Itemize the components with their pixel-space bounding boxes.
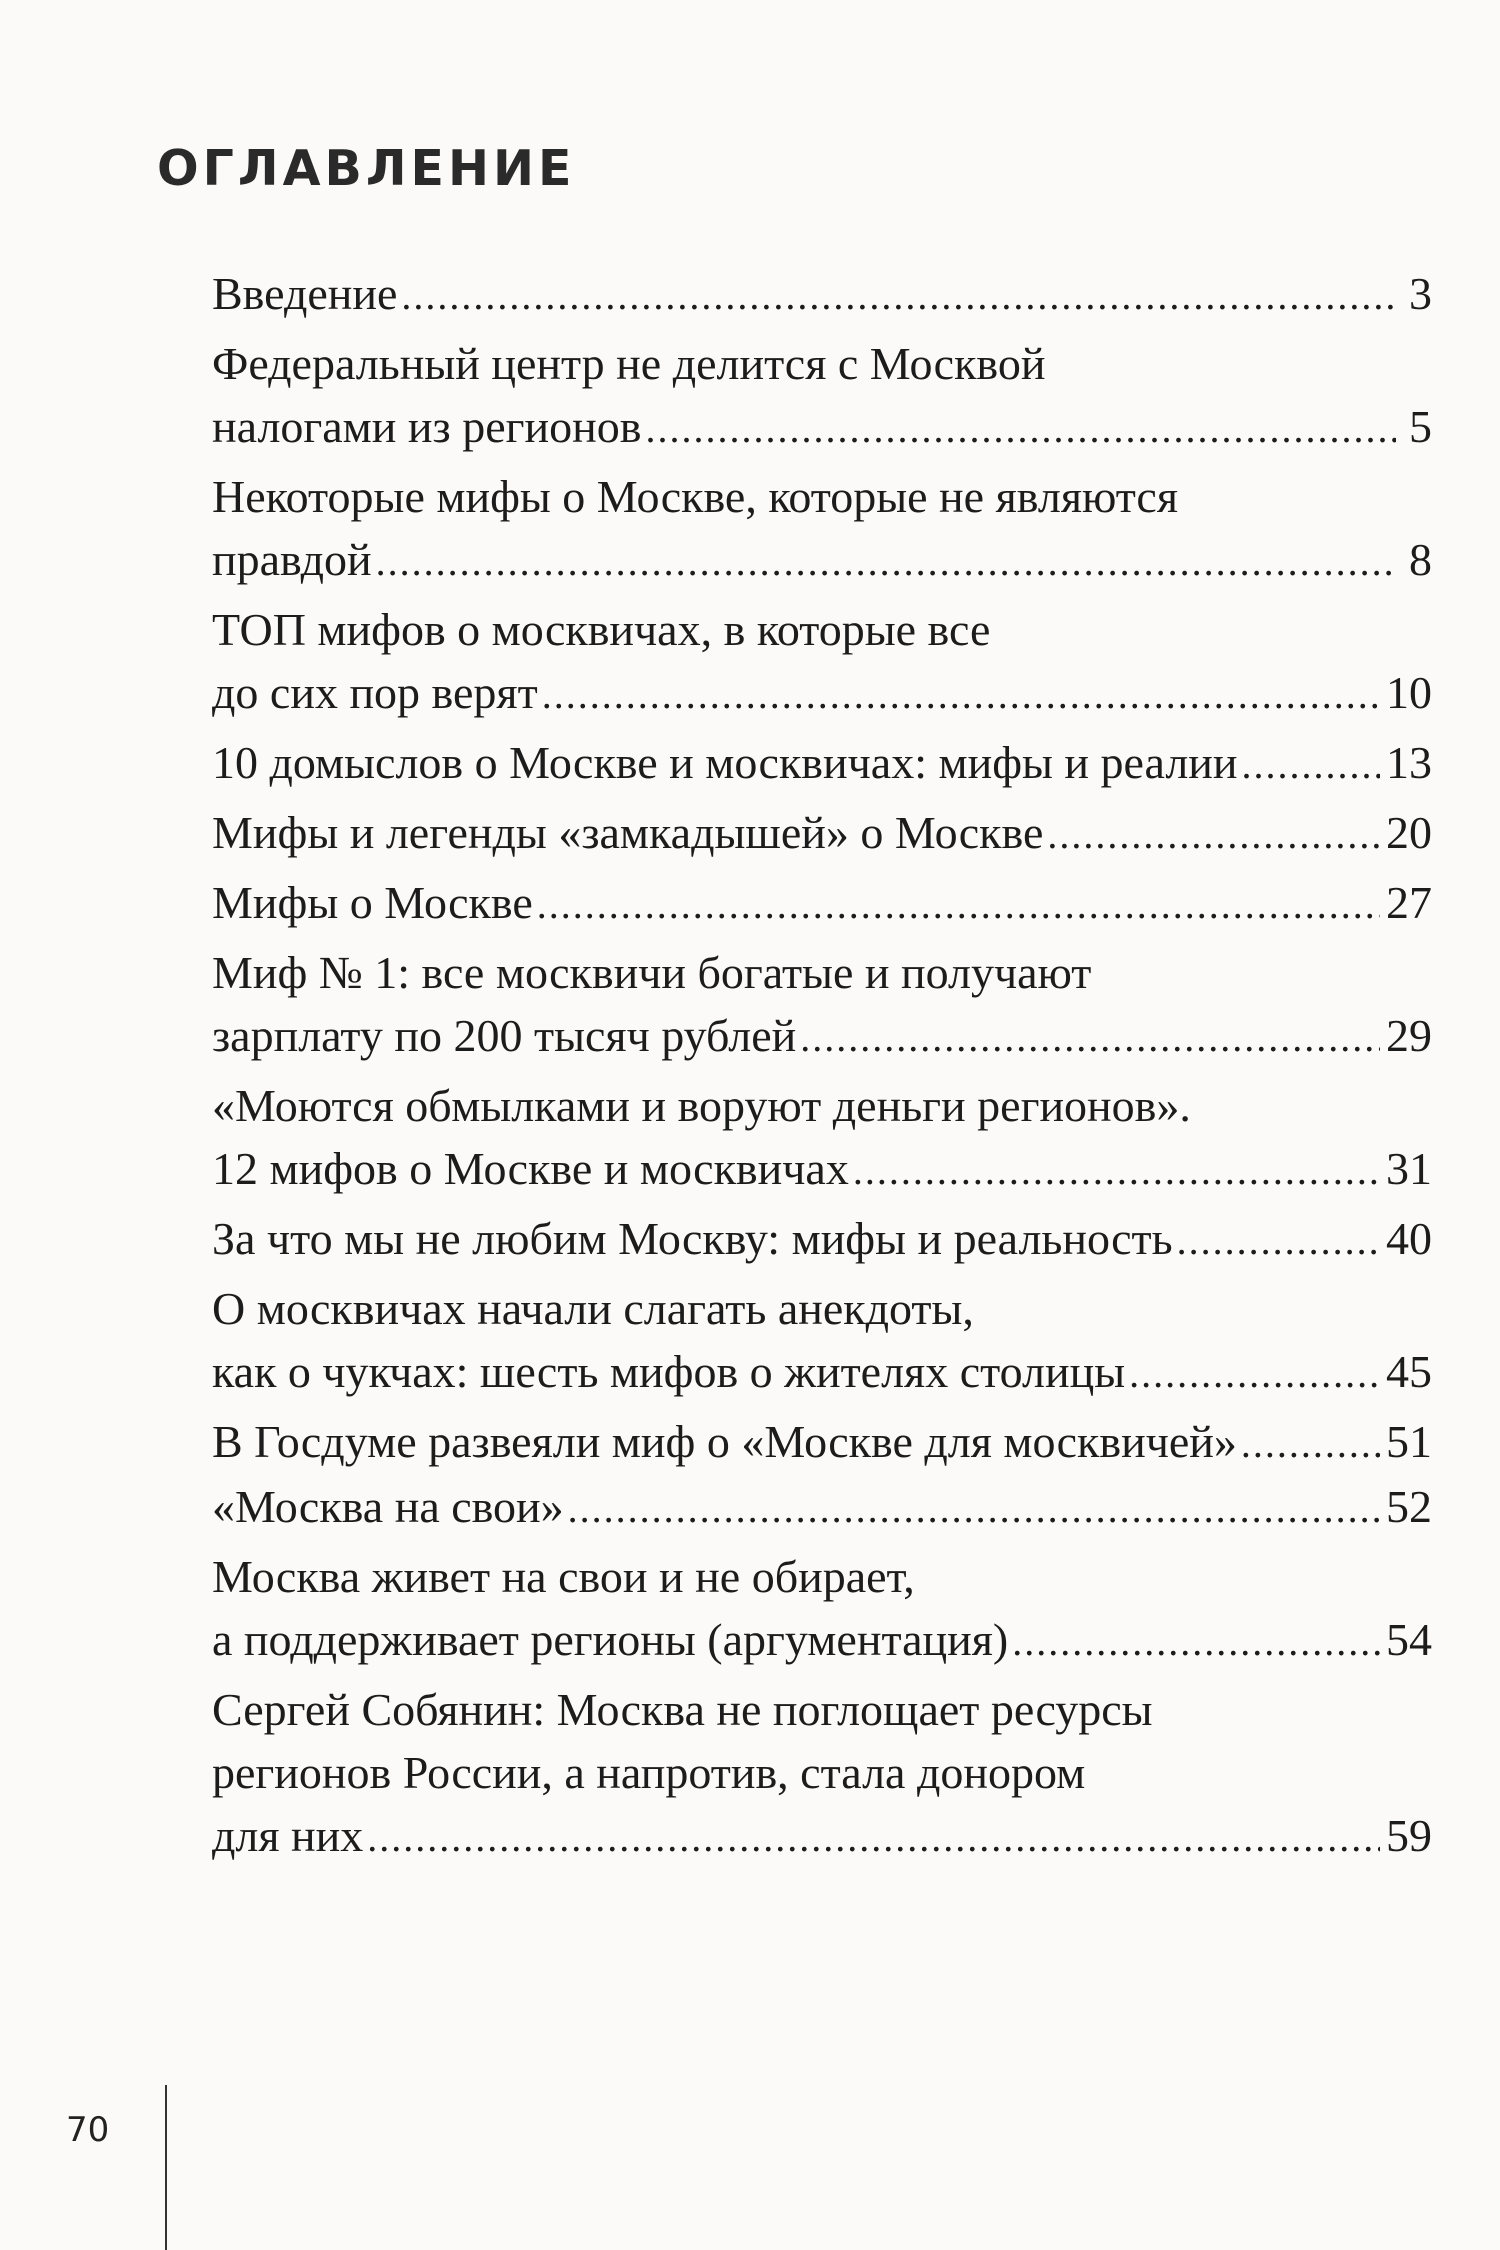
toc-entry-row: [212, 1004, 1432, 1069]
toc-entry-row: [212, 1608, 1432, 1673]
dot-leader: [853, 1137, 1380, 1202]
toc-entry-title-line: Сергей Собянин: Москва не поглощает ресурсы: [212, 1684, 1153, 1735]
dot-leader: [1129, 1340, 1380, 1405]
toc-entry-page: 3: [1409, 268, 1432, 319]
toc-entry-title-line: Москва живет на свои и не обирает,: [212, 1551, 915, 1602]
toc-entry-page: 13: [1386, 737, 1432, 788]
toc-entry: [212, 1277, 1432, 1405]
toc-entry-row: [212, 262, 1432, 327]
toc-entry-page: 45: [1386, 1346, 1432, 1397]
toc-entry-page: 54: [1386, 1614, 1432, 1665]
toc-entry-page: 51: [1386, 1416, 1432, 1467]
toc-entry: [212, 1678, 1432, 1869]
toc-entry-title: «Москва на свои»: [212, 1481, 564, 1532]
toc-entry-row: [212, 731, 1432, 796]
toc-entry-title-line: Миф № 1: все москвичи богатые и получают: [212, 947, 1092, 998]
dot-leader: [1047, 801, 1380, 866]
dot-leader: [568, 1475, 1380, 1540]
toc-entry: [212, 598, 1432, 726]
toc-entry-row: [212, 1207, 1432, 1272]
toc-entry-page: 52: [1386, 1481, 1432, 1532]
toc-entry-row: [212, 871, 1432, 936]
margin-rule: [165, 2085, 167, 2250]
toc-entry-page: 59: [1386, 1810, 1432, 1861]
toc-entry: [212, 262, 1432, 327]
dot-leader: [1242, 731, 1380, 796]
dot-leader: [1241, 1410, 1380, 1475]
toc-entry-row: [212, 1475, 1432, 1540]
page-title: ОГЛАВЛЕНИЕ: [157, 140, 576, 197]
toc-entry-page: 29: [1386, 1010, 1432, 1061]
toc-entry-title-line: регионов России, а напротив, стала донором: [212, 1747, 1086, 1798]
toc-entry-row: [212, 528, 1432, 593]
toc-entry: [212, 871, 1432, 936]
dot-leader: [542, 661, 1380, 726]
toc-entry: [212, 1207, 1432, 1272]
toc-entry-page: 31: [1386, 1143, 1432, 1194]
toc-entry-title-line: «Моются обмылками и воруют деньги регионов».: [212, 1080, 1191, 1131]
toc-entry-page: 27: [1386, 877, 1432, 928]
dot-leader: [401, 262, 1396, 327]
dot-leader: [645, 395, 1396, 460]
toc-entry-title: налогами из регионов: [212, 401, 642, 452]
dot-leader: [537, 871, 1380, 936]
toc-entry-title: а поддерживает регионы (аргументация): [212, 1614, 1009, 1665]
toc-entry-title-line: Некоторые мифы о Москве, которые не являются: [212, 471, 1178, 522]
toc-entry-row: [212, 1804, 1432, 1869]
toc-entry-page: 40: [1386, 1213, 1432, 1264]
toc-entry-title: для них: [212, 1810, 364, 1861]
dot-leader: [800, 1004, 1380, 1069]
toc-entry-title: Мифы и легенды «замкадышей» о Москве: [212, 807, 1044, 858]
toc-entry-title: правдой: [212, 534, 372, 585]
toc-entry: [212, 941, 1432, 1069]
toc-entry: [212, 801, 1432, 866]
toc-entry-page: 8: [1409, 534, 1432, 585]
toc-entry-title-line: Федеральный центр не делится с Москвой: [212, 338, 1046, 389]
toc-entry-page: 20: [1386, 807, 1432, 858]
toc-entry-row: [212, 1137, 1432, 1202]
toc-entry-title: зарплату по 200 тысяч рублей: [212, 1010, 797, 1061]
toc-entry-title: до сих пор верят: [212, 667, 538, 718]
toc-entry-row: [212, 1340, 1432, 1405]
toc-entry: [212, 1074, 1432, 1202]
table-of-contents: [212, 262, 1432, 1869]
toc-entry-title: 10 домыслов о Москве и москвичах: мифы и реалии: [212, 737, 1238, 788]
toc-entry: [212, 332, 1432, 460]
dot-leader: [376, 528, 1396, 593]
toc-entry-title: Мифы о Москве: [212, 877, 533, 928]
toc-entry-title: В Госдуме развеяли миф о «Москве для москвичей»: [212, 1416, 1237, 1467]
toc-entry-title: За что мы не любим Москву: мифы и реальность: [212, 1213, 1173, 1264]
page-number: 70: [66, 2110, 110, 2150]
toc-entry-page: 5: [1409, 401, 1432, 452]
dot-leader: [367, 1804, 1380, 1869]
toc-entry-title: 12 мифов о Москве и москвичах: [212, 1143, 849, 1194]
toc-entry-row: [212, 1410, 1432, 1475]
toc-entry-title-line: О москвичах начали слагать анекдоты,: [212, 1283, 974, 1334]
toc-entry-title: как о чукчах: шесть мифов о жителях столицы: [212, 1346, 1126, 1397]
toc-entry-row: [212, 661, 1432, 726]
toc-entry: [212, 1410, 1432, 1475]
toc-entry-row: [212, 395, 1432, 460]
toc-entry-title: Введение: [212, 268, 398, 319]
toc-entry: [212, 731, 1432, 796]
toc-entry: [212, 1545, 1432, 1673]
toc-entry-row: [212, 801, 1432, 866]
dot-leader: [1012, 1608, 1380, 1673]
dot-leader: [1177, 1207, 1380, 1272]
toc-entry-page: 10: [1386, 667, 1432, 718]
toc-entry: [212, 1475, 1432, 1540]
toc-entry-title-line: ТОП мифов о москвичах, в которые все: [212, 604, 991, 655]
toc-entry: [212, 465, 1432, 593]
